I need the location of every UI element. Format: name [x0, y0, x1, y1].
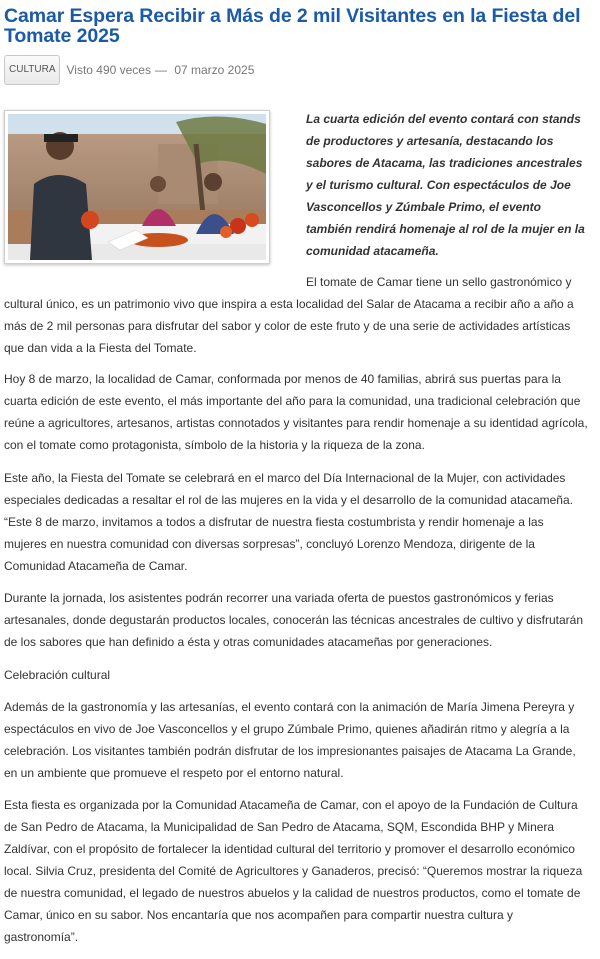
category-tag[interactable]: CULTURA: [4, 55, 60, 85]
article-body: [4, 368, 588, 959]
paragraph-4: Durante la jornada, los asistentes podrán recorrer una variada oferta de puestos gastronómicos y ferias artesanales, donde degustarán productos locales, conocerán las técnicas ancestrales de cultivo y disfrutarán de los sabores que han definido a ésta y otras comunidades atacameñas por generaciones.: [4, 591, 584, 649]
paragraph-1: [4, 271, 588, 359]
publish-date: 07 marzo 2025: [174, 63, 255, 77]
article-photo: [4, 110, 270, 264]
paragraph-1-text: El tomate de Camar tiene un sello gastronómico y cultural único, es un patrimonio vivo que inspira a esta localidad del Salar de Atacama a recibir año a año a más de 2 mil personas para disfrutar del sabor y color de este fruto y de una serie de actividades artísticas que dan vida a la Fiesta del Tomate.: [4, 275, 574, 355]
article: [4, 5, 588, 944]
section-subheading: Celebración cultural: [4, 667, 111, 682]
article-meta: [4, 54, 588, 86]
article-title: Camar Espera Recibir a Más de 2 mil Visitantes en la Fiesta del Tomate 2025: [4, 5, 581, 47]
meta-separator: —: [154, 63, 167, 77]
paragraph-3: Este año, la Fiesta del Tomate se celebrará en el marco del Día Internacional de la Mujer, con actividades especiales dedicadas a resaltar el rol de las mujeres en la vida y el desarrollo de la comunidad atacameña. “Este 8 de marzo, invitamos a todos a disfrutar de nuestra fiesta costumbrista y rendir homenaje a las mujeres en nuestra comunidad con diversas sorpresas”, concluyó Lorenzo Mendoza, dirigente de la Comunidad Atacameña de Camar.: [4, 470, 573, 573]
article-info: [66, 63, 258, 77]
view-count: Visto 490 veces: [66, 63, 151, 77]
paragraph-5: Además de la gastronomía y las artesanías, el evento contará con la animación de María Jimena Pereyra y espectáculos en vivo de Joe Vasconcellos y el grupo Zúmbale Primo, quienes añadirán ritmo y alegría a la celebración. Los visitantes también podrán disfrutar de los impresionantes paisajes de Atacama La Grande, en un ambiente que promueve el respeto por el entorno natural.: [4, 699, 576, 780]
paragraph-6: Esta fiesta es organizada por la Comunidad Atacameña de Camar, con el apoyo de la Fundación de Cultura de San Pedro de Atacama, la Municipalidad de San Pedro de Atacama, SQM, Escondida BHP y Minera Zaldívar, con el propósito de fortalecer la identidad cultural del territorio y promover el desarrollo económico local. Silvia Cruz, presidenta del Comité de Agricultores y Ganaderos, precisó: “Queremos mostrar la riqueza de nuestra comunidad, el legado de nuestros abuelos y la calidad de nuestros productos, como el tomate de Camar, único en su sabor. Nos encantaría que nos acompañen para compartir nuestra cultura y gastronomía”.: [4, 798, 583, 944]
paragraph-2: Hoy 8 de marzo, la localidad de Camar, conformada por menos de 40 familias, abrirá sus puertas para la cuarta edición de este evento, el más importante del año para la comunidad, una tradicional celebración que reúne a agricultores, artesanos, artistas connotados y visitantes para rendir homenaje a su identidad agrícola, con el tomate como protagonista, símbolo de la historia y la riqueza de la zona.: [4, 372, 588, 452]
festival-photo: [8, 114, 266, 260]
article-lead: La cuarta edición del evento contará con stands de productores y artesanía, destacando los sabores de Atacama, las tradiciones ancestrales y el turismo cultural. Con espectáculos de Joe Vasconcellos y Zúmbale Primo, el evento también rendirá homenaje al rol de la mujer en la comunidad atacameña.: [306, 112, 585, 258]
